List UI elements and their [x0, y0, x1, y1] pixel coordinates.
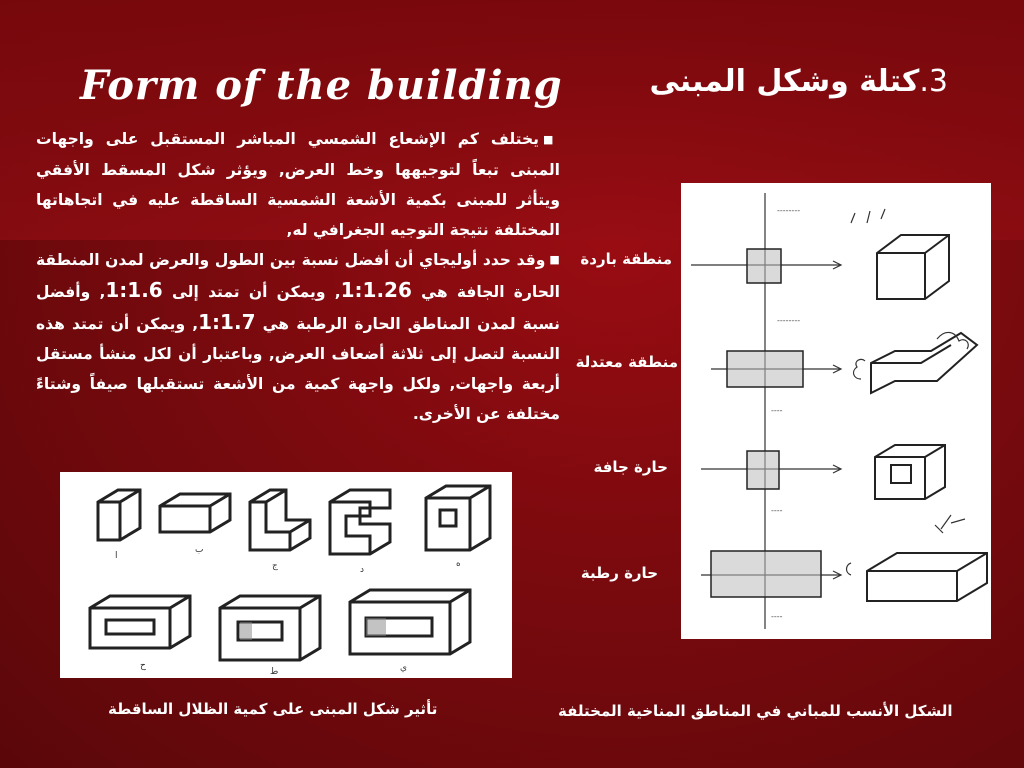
paragraph-2-part2: , ويمكن أن تمتد إلى: [162, 283, 341, 301]
svg-text:ي: ي: [400, 663, 408, 673]
svg-text:----: ----: [771, 612, 783, 621]
svg-text:د: د: [360, 565, 365, 575]
title-arabic-number: 3.: [919, 64, 948, 99]
caption-right: الشكل الأنسب للمباني في المناطق المناخية المختلفة: [558, 702, 953, 720]
svg-text:--------: --------: [777, 206, 801, 215]
title-english: Form of the building: [80, 62, 563, 109]
zone-label-hot-dry: حارة جافة: [593, 458, 668, 476]
title-arabic: [649, 64, 948, 99]
svg-text:----: ----: [771, 406, 783, 415]
svg-text:ح: ح: [140, 661, 146, 671]
zone-label-cold: منطقة باردة: [580, 250, 672, 268]
paragraph-1: [36, 124, 560, 245]
svg-text:--------: --------: [777, 316, 801, 325]
svg-text:----: ----: [771, 506, 783, 515]
svg-text:ه: ه: [456, 559, 461, 569]
climate-forms-figure: [681, 183, 991, 639]
building-forms-figure: [60, 472, 512, 678]
paragraph-2-part3: , وأفضل نسبة لمدن المناطق الحارة الرطبة هي: [36, 283, 560, 333]
caption-left: تأثير شكل المبنى على كمية الظلال الساقطة: [108, 700, 438, 718]
svg-text:ا: ا: [115, 551, 118, 561]
paragraph-2-part4: , ويمكن أن تمتد هذه النسبة لتصل إلى ثلاثة أضعاف العرض, وباعتبار أن لكل منشأ مستقل أربعة واجهات, ولكل واجهة كمية من الأشعة تستقبلها صيفاً وشتاءً مختلفة عن الأخرى.: [36, 315, 560, 423]
paragraph-1-text: يختلف كم الإشعاع الشمسي المباشر المستقبل على واجهات المبنى تبعاً لتوجيهها وخط العرض, ويؤثر شكل المسقط الأفقي ويتأثر للمبنى بكمية الأشعة الشمسية الساقطة عليه في اتجاهاتها المختلفة نتيجة التوجيه الجغرافي له,: [36, 130, 560, 239]
ratio-dry-max: 1:1.6: [105, 278, 163, 302]
zone-label-hot-humid: حارة رطبة: [580, 564, 658, 582]
svg-text:ج: ج: [272, 561, 278, 571]
ratio-dry: 1:1.26: [340, 278, 412, 302]
title-arabic-text: كتلة وشكل المبنى: [649, 64, 920, 99]
svg-text:ب: ب: [195, 545, 204, 555]
body-text: [36, 124, 560, 429]
paragraph-2-part1: وقد حدد أوليجاي أن أفضل نسبة بين الطول والعرض لمدن المنطقة الحارة الجافة هي: [36, 250, 560, 301]
ratio-humid: 1:1.7: [198, 310, 256, 334]
zone-label-temperate: منطقة معتدلة: [575, 353, 678, 371]
bullet-icon: ■: [549, 253, 560, 266]
svg-text:ط: ط: [270, 667, 279, 677]
bullet-icon: ■: [543, 132, 560, 146]
paragraph-2: [36, 245, 560, 430]
